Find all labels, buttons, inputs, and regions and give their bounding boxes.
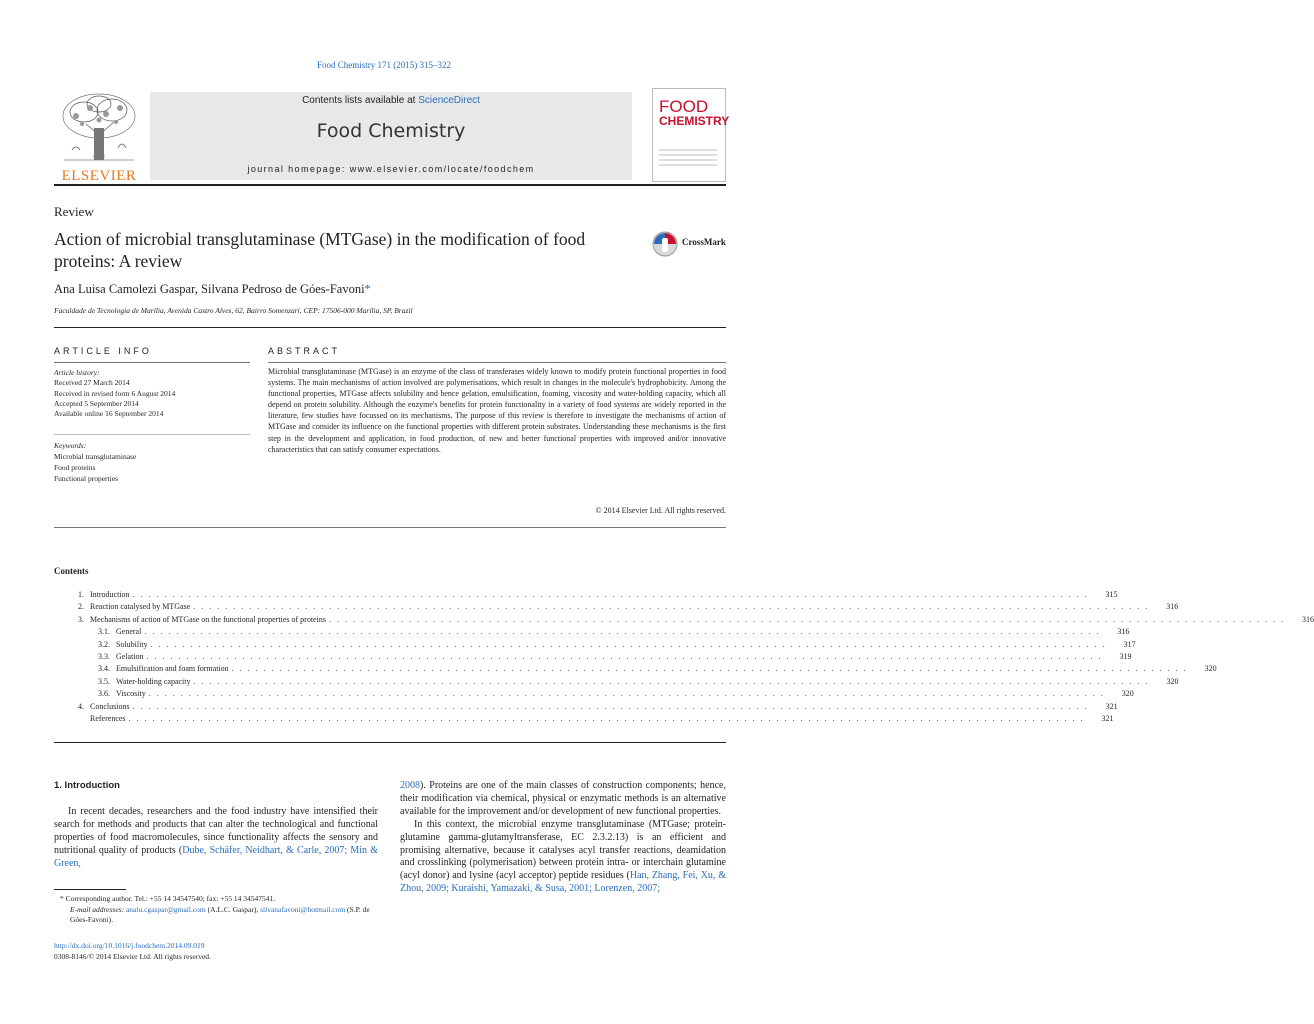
toc-entry[interactable]: [54, 701, 1118, 713]
issn-line: 0308-8146/© 2014 Elsevier Ltd. All rights reserved.: [54, 951, 211, 961]
journal-homepage[interactable]: journal homepage: www.elsevier.com/locate/foodchem: [247, 164, 535, 174]
toc-leader-dots: . . . . . . . . . . . . . . . . . . . . . . . . . . . . . . . . . . . . . . . . . . . . . . . . . . . . . . . . . . . . . . . . . . . . . . . . . . . . . . . . . . . . . . . . . . . . . . . . . . . . . . . . . . . . . . . . . . . . . . . .: [144, 627, 1101, 637]
toc-page-number: 316: [1117, 627, 1130, 637]
journal-banner: [150, 92, 632, 180]
abstract-bottom-divider: [54, 527, 726, 528]
masthead: [54, 86, 730, 186]
toc-label: Mechanisms of action of MTGase on the functional properties of proteins: [90, 614, 326, 624]
toc-page-number: 321: [1101, 713, 1114, 723]
toc-number: [54, 713, 90, 725]
tree-icon: [54, 90, 144, 166]
toc-entry[interactable]: [54, 676, 1179, 688]
elsevier-tree-logo[interactable]: [54, 90, 144, 182]
toc-label: Water-holding capacity: [116, 676, 191, 686]
toc-page-number: 316: [1166, 602, 1179, 612]
introduction-right-column: [400, 780, 726, 896]
footnotes: [54, 894, 384, 926]
toc-number: 3.3.: [98, 651, 110, 661]
toc-label: Gelation: [116, 651, 144, 661]
journal-title: Food Chemistry: [316, 120, 466, 142]
toc-page-number: 320: [1204, 664, 1217, 674]
toc-leader-dots: . . . . . . . . . . . . . . . . . . . . . . . . . . . . . . . . . . . . . . . . . . . . . . . . . . . . . . . . . . . . . . . . . . . . . . . . . . . . . . . . . . . . . . . . . . . . . . . . . . . . . . . . . . . . . . . . . . . . . . . .: [132, 701, 1089, 711]
toc-entry[interactable]: [54, 688, 1134, 700]
intro-paragraph-1: In recent decades, researchers and the food industry have intensified their search for methods and products that can alter the technological and functional properties of food macromolecules, since functionality affects the sensory and nutritional quality of products (: [54, 806, 378, 856]
header-divider: [54, 327, 726, 328]
toc-label: Solubility: [116, 639, 148, 649]
toc-entry[interactable]: [54, 651, 1132, 663]
toc-label: General: [116, 627, 142, 637]
toc-number: 2.: [78, 602, 84, 612]
toc-leader-dots: . . . . . . . . . . . . . . . . . . . . . . . . . . . . . . . . . . . . . . . . . . . . . . . . . . . . . . . . . . . . . . . . . . . . . . . . . . . . . . . . . . . . . . . . . . . . . . . . . . . . . . . . . . . . . . . . . . . . . . . .: [150, 639, 1107, 649]
introduction-left-column: [54, 806, 378, 871]
toc-page-number: 317: [1123, 639, 1136, 649]
corresponding-author-mark[interactable]: *: [364, 282, 371, 296]
toc-page-number: 320: [1121, 689, 1134, 699]
contents-availability: [150, 95, 632, 106]
keywords-label: Keywords:: [54, 441, 87, 450]
history-received: Received 27 March 2014: [54, 378, 130, 388]
email-note: [54, 905, 384, 926]
intro-paragraph-1-cont: [400, 780, 726, 819]
journal-cover-thumbnail[interactable]: [652, 88, 730, 182]
toc-entry[interactable]: [54, 601, 1179, 613]
table-of-contents: [54, 589, 1314, 725]
toc-number: 3.4.: [98, 664, 110, 674]
cover-title: [659, 99, 729, 129]
toc-entry[interactable]: [54, 589, 1118, 601]
abstract-heading: ABSTRACT: [268, 346, 341, 356]
toc-number: 3.: [78, 614, 84, 624]
toc-page-number: 319: [1119, 651, 1132, 661]
toc-page-number: 316: [1301, 614, 1314, 624]
email-link[interactable]: analu.cgaspar@gmail.com: [125, 904, 206, 914]
toc-number: 3.5.: [98, 676, 110, 686]
citation-link[interactable]: 2008: [400, 780, 420, 791]
article-info-heading: ARTICLE INFO: [54, 346, 152, 356]
history-revised: Received in revised form 6 August 2014: [54, 388, 176, 398]
toc-leader-dots: . . . . . . . . . . . . . . . . . . . . . . . . . . . . . . . . . . . . . . . . . . . . . . . . . . . . . . . . . . . . . . . . . . . . . . . . . . . . . . . . . . . . . . . . . . . . . . . . . . . . . . . . . . . . . . . . . . . . . . . .: [146, 651, 1103, 661]
intro-paragraph-2: [400, 819, 726, 896]
intro-paragraph-1-text: ). Proteins are one of the main classes of construction components; hence, their modification via chemical, physical or enzymatic methods is an alternative available for the improvement and/or development of new functional properties.: [400, 780, 726, 817]
affiliation: Faculdade de Tecnologia de Marília, Avenida Castro Alves, 62, Bairro Somenzari, CEP: 17506-000 Marília, SP, Brazil: [54, 306, 413, 315]
contents-heading: Contents: [54, 566, 89, 576]
toc-leader-dots: . . . . . . . . . . . . . . . . . . . . . . . . . . . . . . . . . . . . . . . . . . . . . . . . . . . . . . . . . . . . . . . . . . . . . . . . . . . . . . . . . . . . . . . . . . . . . . . . . . . . . . . . . . . . . . . . . . . . . . . .: [231, 664, 1188, 674]
abstract-copyright: © 2014 Elsevier Ltd. All rights reserved.: [595, 506, 726, 515]
keyword-item: Functional properties: [54, 474, 118, 483]
toc-leader-dots: . . . . . . . . . . . . . . . . . . . . . . . . . . . . . . . . . . . . . . . . . . . . . . . . . . . . . . . . . . . . . . . . . . . . . . . . . . . . . . . . . . . . . . . . . . . . . . . . . . . . . . . . . . . . . . . . . . . . . . . .: [128, 713, 1085, 723]
crossmark-label: CrossMark: [682, 237, 726, 247]
email-owner: (A.L.C. Gaspar),: [205, 904, 261, 914]
history-accepted: Accepted 5 September 2014: [54, 398, 139, 408]
toc-entry[interactable]: [54, 626, 1130, 638]
footnote-divider: [54, 889, 126, 890]
toc-leader-dots: . . . . . . . . . . . . . . . . . . . . . . . . . . . . . . . . . . . . . . . . . . . . . . . . . . . . . . . . . . . . . . . . . . . . . . . . . . . . . . . . . . . . . . . . . . . . . . . . . . . . . . . . . . . . . . . . . . . . . . . .: [148, 689, 1105, 699]
article-title: Action of microbial transglutaminase (MTGase) in the modification of food proteins: A review: [54, 229, 586, 271]
toc-number: 1.: [78, 590, 84, 599]
cover-title-line1: FOOD: [659, 97, 709, 116]
toc-number: 4.: [78, 701, 84, 711]
toc-label: Introduction: [90, 590, 130, 599]
introduction-heading: 1. Introduction: [54, 780, 120, 791]
citation-link[interactable]: Dube, Schäfer, Neidhart, & Carle, 2007; Min & Green,: [54, 844, 378, 869]
toc-number: 3.6.: [98, 689, 110, 699]
toc-page-number: 315: [1105, 590, 1118, 599]
author-names: Ana Luisa Camolezi Gaspar, Silvana Pedroso de Góes-Favoni: [54, 282, 365, 296]
toc-leader-dots: . . . . . . . . . . . . . . . . . . . . . . . . . . . . . . . . . . . . . . . . . . . . . . . . . . . . . . . . . . . . . . . . . . . . . . . . . . . . . . . . . . . . . . . . . . . . . . . . . . . . . . . . . . . . . . . . . . . . . . . .: [193, 676, 1150, 686]
history-online: Available online 16 September 2014: [54, 409, 164, 419]
email-link[interactable]: silvanafavoni@hotmail.com: [260, 904, 346, 914]
crossmark-badge[interactable]: [652, 230, 728, 258]
keyword-item: Food proteins: [54, 463, 96, 472]
toc-page-number: 321: [1105, 701, 1118, 711]
toc-label: Viscosity: [116, 689, 146, 699]
toc-entry[interactable]: [54, 713, 1114, 725]
toc-number: 3.1.: [98, 627, 110, 637]
citation-link[interactable]: Han, Zhang, Fei, Xu, & Zhou, 2009; Kuraishi, Yamazaki, & Susa, 2001; Lorenzen, 2007;: [400, 870, 726, 895]
cover-text-lines: [659, 149, 717, 169]
keywords: [54, 440, 250, 484]
article-type: Review: [54, 204, 94, 219]
toc-entry[interactable]: [54, 639, 1136, 651]
authors: [54, 282, 371, 297]
toc-leader-dots: . . . . . . . . . . . . . . . . . . . . . . . . . . . . . . . . . . . . . . . . . . . . . . . . . . . . . . . . . . . . . . . . . . . . . . . . . . . . . . . . . . . . . . . . . . . . . . . . . . . . . . . . . . . . . . . . . . . . . . . .: [328, 614, 1285, 624]
article-history: [54, 368, 250, 419]
keywords-divider: [54, 434, 250, 435]
corresponding-author-note: * Corresponding author. Tel.: +55 14 34547540; fax: +55 14 34547541.: [60, 894, 276, 903]
toc-leader-dots: . . . . . . . . . . . . . . . . . . . . . . . . . . . . . . . . . . . . . . . . . . . . . . . . . . . . . . . . . . . . . . . . . . . . . . . . . . . . . . . . . . . . . . . . . . . . . . . . . . . . . . . . . . . . . . . . . . . . . . . .: [193, 602, 1150, 612]
intro-paragraph-2-text: In this context, the microbial enzyme transglutaminase (MTGase; protein-glutamine gamma-glutamyltransferase, EC 2.3.2.13) is an efficient and promising alternative, because it catalyses acyl transfer reactions, deamidation and crosslinking (polymerisation) between protein intra- or interchain glutamine (acyl donor) and lysine (acyl acceptor) peptide residues (: [400, 818, 726, 882]
contents-prefix: Contents lists available at: [302, 95, 419, 106]
journal-citation[interactable]: Food Chemistry 171 (2015) 315–322: [317, 60, 451, 70]
toc-entry[interactable]: [54, 663, 1217, 675]
elsevier-wordmark: ELSEVIER: [61, 168, 137, 184]
article-info-divider: [54, 362, 250, 363]
toc-page-number: 320: [1166, 676, 1179, 686]
cover-title-line2: CHEMISTRY: [659, 114, 730, 128]
contents-divider: [54, 742, 726, 743]
toc-label: Reaction catalysed by MTGase: [90, 602, 191, 612]
toc-label: Emulsification and foam formation: [116, 664, 229, 674]
email-label: E-mail addresses:: [70, 904, 126, 914]
toc-label: References: [90, 713, 126, 723]
toc-entry[interactable]: [54, 614, 1314, 626]
keyword-item: Microbial transglutaminase: [54, 452, 137, 461]
email-owner: (S.P. de Góes-Favoni).: [70, 904, 370, 925]
crossmark-icon: [652, 230, 678, 258]
abstract-text: Microbial transglutaminase (MTGase) is an enzyme of the class of transferases widely known to modify protein functional properties in food systems. The main mechanisms of action involved are polymerisations, which result in changes in the molecule's hydrophobicity. Among the functional properties, MTGase affects solubility and hence gelation, emulsification, foaming, viscosity and water-holding capacity, which all depend on protein solubility. Although the enzyme's benefits for protein functionality in a variety of food systems are widely reported in the literature, few studies have focussed on its mechanisms. The purpose of this review is therefore to investigate the mechanisms of action of MTGase and consider its influence on the functional properties with different protein substrates. Understanding these mechanisms is the first step in the development and application, in food production, of new and better functional properties with improved and/or innovative characteristics that can satisfy consumer expectations.: [268, 367, 726, 454]
toc-leader-dots: . . . . . . . . . . . . . . . . . . . . . . . . . . . . . . . . . . . . . . . . . . . . . . . . . . . . . . . . . . . . . . . . . . . . . . . . . . . . . . . . . . . . . . . . . . . . . . . . . . . . . . . . . . . . . . . . . . . . . . . .: [132, 590, 1089, 599]
doi-block: [54, 941, 384, 962]
toc-label: Conclusions: [90, 701, 130, 711]
sciencedirect-link[interactable]: ScienceDirect: [418, 95, 480, 106]
abstract-divider: [268, 362, 726, 363]
doi-link[interactable]: http://dx.doi.org/10.1016/j.foodchem.2014.09.019: [54, 941, 205, 950]
history-label: Article history:: [54, 368, 100, 377]
toc-number: 3.2.: [98, 639, 110, 649]
